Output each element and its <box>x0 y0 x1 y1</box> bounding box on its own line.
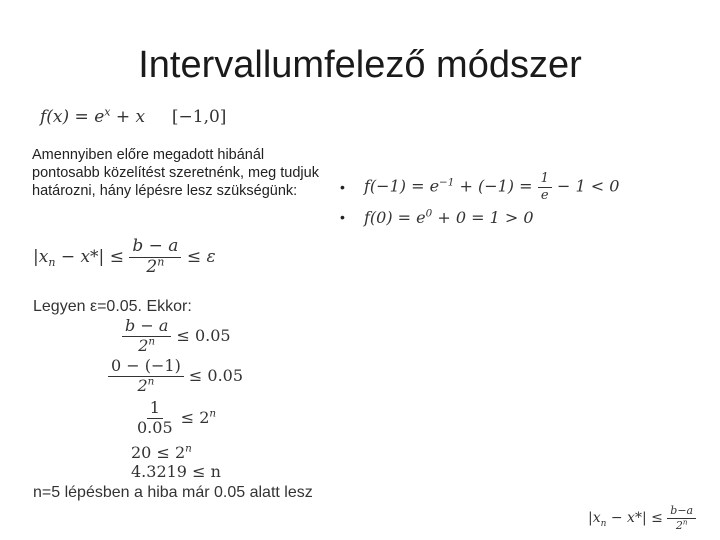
error-bound-formula: $|x_n - x*|$ ≤ $\frac{b - a}{2^n}$ ≤ ε <box>33 236 216 277</box>
slide-title: Intervallumfelező módszer <box>138 44 582 86</box>
derivation-step: $\frac{1}{0.05}$ ≤ $2^n$ <box>137 398 217 437</box>
corner-error-formula: $|x_n - x*|$ ≤ $\frac{b-a}{2^n}$ <box>588 505 696 531</box>
bullet-item: • $f(0) = e^0 + 0 = 1 > 0$ <box>340 207 534 227</box>
bullet-item: • $f(-1) = e^{-1} + (-1)$ = $\frac{1}{e}$ − 1 < 0 <box>340 170 620 203</box>
intro-paragraph: Amennyiben előre megadott hibánál pontosabb közelítést szeretnénk, meg tudjuk határozni, hány lépésre lesz szükségünk: <box>32 147 319 199</box>
conclusion-line: n=5 lépésben a hiba már 0.05 alatt lesz <box>33 484 313 501</box>
derivation-step: 4.3219 ≤ n <box>131 462 221 481</box>
bullet-icon: • <box>340 209 345 225</box>
bullet-icon: • <box>340 179 345 195</box>
interval: [−1,0] <box>171 107 227 127</box>
derivation-step: $\frac{b - a}{2^n}$ ≤ 0.05 <box>122 318 231 355</box>
function-definition: $f(x) = e^x + x$ [−1,0] <box>40 105 227 127</box>
bullet-list <box>340 172 619 232</box>
derivation-step: $20 \le 2^n$ <box>131 442 192 462</box>
legyen-line: Legyen ε=0.05. Ekkor: <box>33 298 192 315</box>
derivation-step: $\frac{0 - (-1)}{2^n}$ ≤ 0.05 <box>108 358 243 395</box>
